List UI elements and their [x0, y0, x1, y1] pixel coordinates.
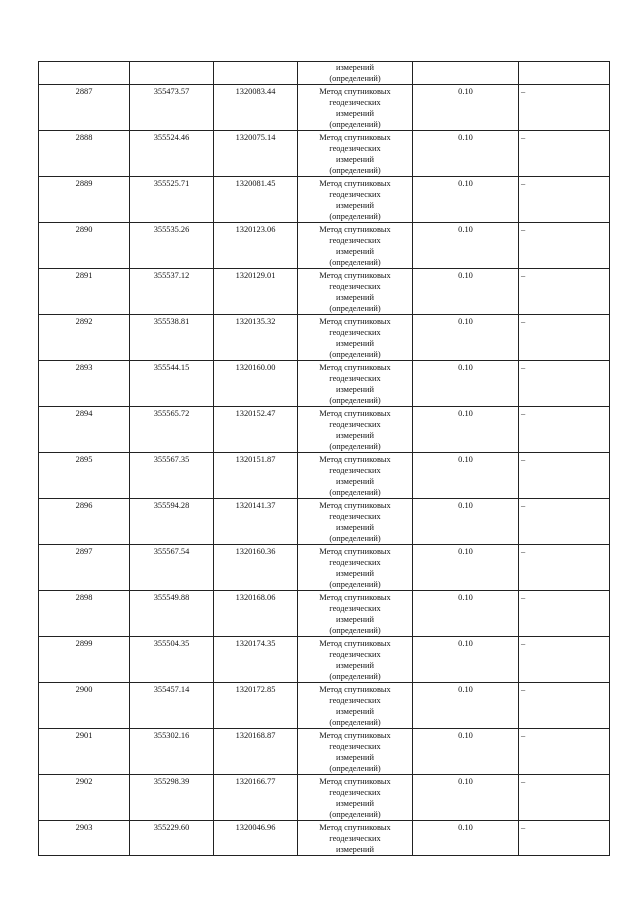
- method-line: Метод спутниковых: [319, 547, 391, 556]
- point-number-cell: 2898: [39, 591, 130, 637]
- accuracy-cell: 0.10: [413, 453, 519, 499]
- method-line: измерений: [335, 339, 375, 348]
- note-cell: –: [519, 591, 610, 637]
- y-coordinate-cell: 1320046.96: [214, 821, 298, 856]
- table-row: [39, 361, 610, 407]
- y-coordinate-cell: 1320083.44: [214, 85, 298, 131]
- note-cell: –: [519, 85, 610, 131]
- method-line: измерений: [335, 201, 375, 210]
- x-coordinate-cell: 355504.35: [130, 637, 214, 683]
- y-coordinate-cell: 1320160.00: [214, 361, 298, 407]
- method-line: (определений): [329, 534, 381, 543]
- method-cell: [298, 407, 413, 453]
- table-row: [39, 499, 610, 545]
- point-number-cell: 2894: [39, 407, 130, 453]
- table-row: [39, 177, 610, 223]
- note-cell: –: [519, 177, 610, 223]
- point-number-cell: 2895: [39, 453, 130, 499]
- method-line: Метод спутниковых: [319, 685, 391, 694]
- point-number-cell: 2891: [39, 269, 130, 315]
- method-line: геодезических: [329, 98, 381, 107]
- x-coordinate-cell: 355549.88: [130, 591, 214, 637]
- method-cell: [298, 453, 413, 499]
- method-line: Метод спутниковых: [319, 271, 391, 280]
- table-row: [39, 223, 610, 269]
- x-coordinate-cell: 355298.39: [130, 775, 214, 821]
- method-line: геодезических: [329, 788, 381, 797]
- note-cell: –: [519, 453, 610, 499]
- y-coordinate-cell: 1320168.87: [214, 729, 298, 775]
- method-line: геодезических: [329, 328, 381, 337]
- point-number-cell: 2900: [39, 683, 130, 729]
- method-line: измерений: [335, 753, 375, 762]
- point-number-cell: 2887: [39, 85, 130, 131]
- method-line: Метод спутниковых: [319, 87, 391, 96]
- note-cell: –: [519, 269, 610, 315]
- method-cell: [298, 729, 413, 775]
- method-line: геодезических: [329, 144, 381, 153]
- method-cell: [298, 591, 413, 637]
- accuracy-cell: 0.10: [413, 499, 519, 545]
- method-line: геодезических: [329, 604, 381, 613]
- x-coordinate-cell: 355535.26: [130, 223, 214, 269]
- accuracy-cell: 0.10: [413, 637, 519, 683]
- x-coordinate-cell: 355473.57: [130, 85, 214, 131]
- accuracy-cell: 0.10: [413, 269, 519, 315]
- method-line: Метод спутниковых: [319, 133, 391, 142]
- table-row: [39, 315, 610, 361]
- method-line: (определений): [329, 718, 381, 727]
- continuation-cell-x: [130, 62, 214, 85]
- y-coordinate-cell: 1320166.77: [214, 775, 298, 821]
- note-cell: –: [519, 131, 610, 177]
- table-row: [39, 683, 610, 729]
- continuation-cell-num: [39, 62, 130, 85]
- method-line: (определений): [329, 764, 381, 773]
- method-cell: [298, 269, 413, 315]
- method-line: измерений: [335, 799, 375, 808]
- method-line: Метод спутниковых: [319, 455, 391, 464]
- accuracy-cell: 0.10: [413, 591, 519, 637]
- y-coordinate-cell: 1320151.87: [214, 453, 298, 499]
- note-cell: –: [519, 683, 610, 729]
- note-cell: –: [519, 637, 610, 683]
- accuracy-cell: 0.10: [413, 775, 519, 821]
- method-cell: [298, 131, 413, 177]
- point-number-cell: 2897: [39, 545, 130, 591]
- method-line: (определений): [329, 166, 381, 175]
- method-line: геодезических: [329, 834, 381, 843]
- note-cell: –: [519, 223, 610, 269]
- table-row: [39, 85, 610, 131]
- method-line: измерений: [335, 707, 375, 716]
- table-row: [39, 821, 610, 856]
- method-line: измерений: [335, 63, 375, 72]
- x-coordinate-cell: 355457.14: [130, 683, 214, 729]
- method-line: Метод спутниковых: [319, 731, 391, 740]
- note-cell: –: [519, 729, 610, 775]
- method-line: измерений: [335, 385, 375, 394]
- continuation-cell-note: [519, 62, 610, 85]
- point-number-cell: 2892: [39, 315, 130, 361]
- coordinates-table-body: [39, 62, 610, 856]
- method-cell: [298, 821, 413, 856]
- table-row: [39, 775, 610, 821]
- accuracy-cell: 0.10: [413, 683, 519, 729]
- note-cell: –: [519, 361, 610, 407]
- method-line: измерений: [335, 109, 375, 118]
- method-line: Метод спутниковых: [319, 317, 391, 326]
- method-cell: [298, 315, 413, 361]
- method-cell: [298, 683, 413, 729]
- x-coordinate-cell: 355537.12: [130, 269, 214, 315]
- method-line: (определений): [329, 396, 381, 405]
- method-cell: [298, 545, 413, 591]
- continuation-row: [39, 62, 610, 85]
- method-line: геодезических: [329, 282, 381, 291]
- method-line: Метод спутниковых: [319, 225, 391, 234]
- method-cell: [298, 775, 413, 821]
- method-line: Метод спутниковых: [319, 363, 391, 372]
- note-cell: –: [519, 315, 610, 361]
- table-row: [39, 131, 610, 177]
- y-coordinate-cell: 1320075.14: [214, 131, 298, 177]
- method-line: (определений): [329, 74, 381, 83]
- method-cell: [298, 637, 413, 683]
- table-row: [39, 453, 610, 499]
- y-coordinate-cell: 1320168.06: [214, 591, 298, 637]
- accuracy-cell: 0.10: [413, 361, 519, 407]
- method-line: Метод спутниковых: [319, 639, 391, 648]
- method-line: измерений: [335, 661, 375, 670]
- method-line: (определений): [329, 304, 381, 313]
- method-line: измерений: [335, 845, 375, 854]
- note-cell: –: [519, 499, 610, 545]
- method-line: геодезических: [329, 374, 381, 383]
- method-line: Метод спутниковых: [319, 777, 391, 786]
- method-line: геодезических: [329, 512, 381, 521]
- method-line: (определений): [329, 442, 381, 451]
- method-line: Метод спутниковых: [319, 179, 391, 188]
- continuation-method-cell: [298, 62, 413, 85]
- method-line: (определений): [329, 580, 381, 589]
- coordinates-table: [38, 61, 610, 856]
- note-cell: –: [519, 775, 610, 821]
- point-number-cell: 2896: [39, 499, 130, 545]
- method-line: геодезических: [329, 420, 381, 429]
- method-line: (определений): [329, 350, 381, 359]
- x-coordinate-cell: 355538.81: [130, 315, 214, 361]
- accuracy-cell: 0.10: [413, 729, 519, 775]
- continuation-cell-y: [214, 62, 298, 85]
- accuracy-cell: 0.10: [413, 131, 519, 177]
- x-coordinate-cell: 355567.35: [130, 453, 214, 499]
- table-row: [39, 729, 610, 775]
- method-cell: [298, 499, 413, 545]
- method-line: (определений): [329, 258, 381, 267]
- point-number-cell: 2888: [39, 131, 130, 177]
- x-coordinate-cell: 355544.15: [130, 361, 214, 407]
- x-coordinate-cell: 355524.46: [130, 131, 214, 177]
- point-number-cell: 2903: [39, 821, 130, 856]
- table-row: [39, 407, 610, 453]
- table-row: [39, 545, 610, 591]
- y-coordinate-cell: 1320141.37: [214, 499, 298, 545]
- point-number-cell: 2889: [39, 177, 130, 223]
- y-coordinate-cell: 1320152.47: [214, 407, 298, 453]
- x-coordinate-cell: 355565.72: [130, 407, 214, 453]
- method-line: измерений: [335, 477, 375, 486]
- y-coordinate-cell: 1320129.01: [214, 269, 298, 315]
- accuracy-cell: 0.10: [413, 177, 519, 223]
- method-line: (определений): [329, 212, 381, 221]
- y-coordinate-cell: 1320123.06: [214, 223, 298, 269]
- x-coordinate-cell: 355525.71: [130, 177, 214, 223]
- method-line: измерений: [335, 523, 375, 532]
- y-coordinate-cell: 1320160.36: [214, 545, 298, 591]
- accuracy-cell: 0.10: [413, 821, 519, 856]
- accuracy-cell: 0.10: [413, 85, 519, 131]
- method-cell: [298, 177, 413, 223]
- point-number-cell: 2893: [39, 361, 130, 407]
- method-cell: [298, 361, 413, 407]
- method-line: геодезических: [329, 236, 381, 245]
- accuracy-cell: 0.10: [413, 223, 519, 269]
- method-line: Метод спутниковых: [319, 409, 391, 418]
- y-coordinate-cell: 1320135.32: [214, 315, 298, 361]
- accuracy-cell: 0.10: [413, 315, 519, 361]
- note-cell: –: [519, 821, 610, 856]
- method-line: геодезических: [329, 742, 381, 751]
- method-line: Метод спутниковых: [319, 501, 391, 510]
- method-line: (определений): [329, 488, 381, 497]
- method-line: измерений: [335, 431, 375, 440]
- method-line: (определений): [329, 626, 381, 635]
- x-coordinate-cell: 355229.60: [130, 821, 214, 856]
- method-line: геодезических: [329, 650, 381, 659]
- point-number-cell: 2899: [39, 637, 130, 683]
- method-line: Метод спутниковых: [319, 823, 391, 832]
- method-line: измерений: [335, 155, 375, 164]
- table-row: [39, 269, 610, 315]
- method-line: (определений): [329, 120, 381, 129]
- method-line: геодезических: [329, 558, 381, 567]
- note-cell: –: [519, 545, 610, 591]
- point-number-cell: 2902: [39, 775, 130, 821]
- y-coordinate-cell: 1320081.45: [214, 177, 298, 223]
- method-line: Метод спутниковых: [319, 593, 391, 602]
- x-coordinate-cell: 355567.54: [130, 545, 214, 591]
- point-number-cell: 2901: [39, 729, 130, 775]
- method-line: (определений): [329, 672, 381, 681]
- table-row: [39, 591, 610, 637]
- y-coordinate-cell: 1320174.35: [214, 637, 298, 683]
- accuracy-cell: 0.10: [413, 407, 519, 453]
- method-cell: [298, 223, 413, 269]
- x-coordinate-cell: 355302.16: [130, 729, 214, 775]
- y-coordinate-cell: 1320172.85: [214, 683, 298, 729]
- method-line: измерений: [335, 293, 375, 302]
- method-line: геодезических: [329, 466, 381, 475]
- table-row: [39, 637, 610, 683]
- method-line: (определений): [329, 810, 381, 819]
- method-line: измерений: [335, 247, 375, 256]
- method-cell: [298, 85, 413, 131]
- note-cell: –: [519, 407, 610, 453]
- method-line: измерений: [335, 615, 375, 624]
- method-line: измерений: [335, 569, 375, 578]
- x-coordinate-cell: 355594.28: [130, 499, 214, 545]
- accuracy-cell: 0.10: [413, 545, 519, 591]
- method-line: геодезических: [329, 696, 381, 705]
- method-line: геодезических: [329, 190, 381, 199]
- continuation-cell-accuracy: [413, 62, 519, 85]
- point-number-cell: 2890: [39, 223, 130, 269]
